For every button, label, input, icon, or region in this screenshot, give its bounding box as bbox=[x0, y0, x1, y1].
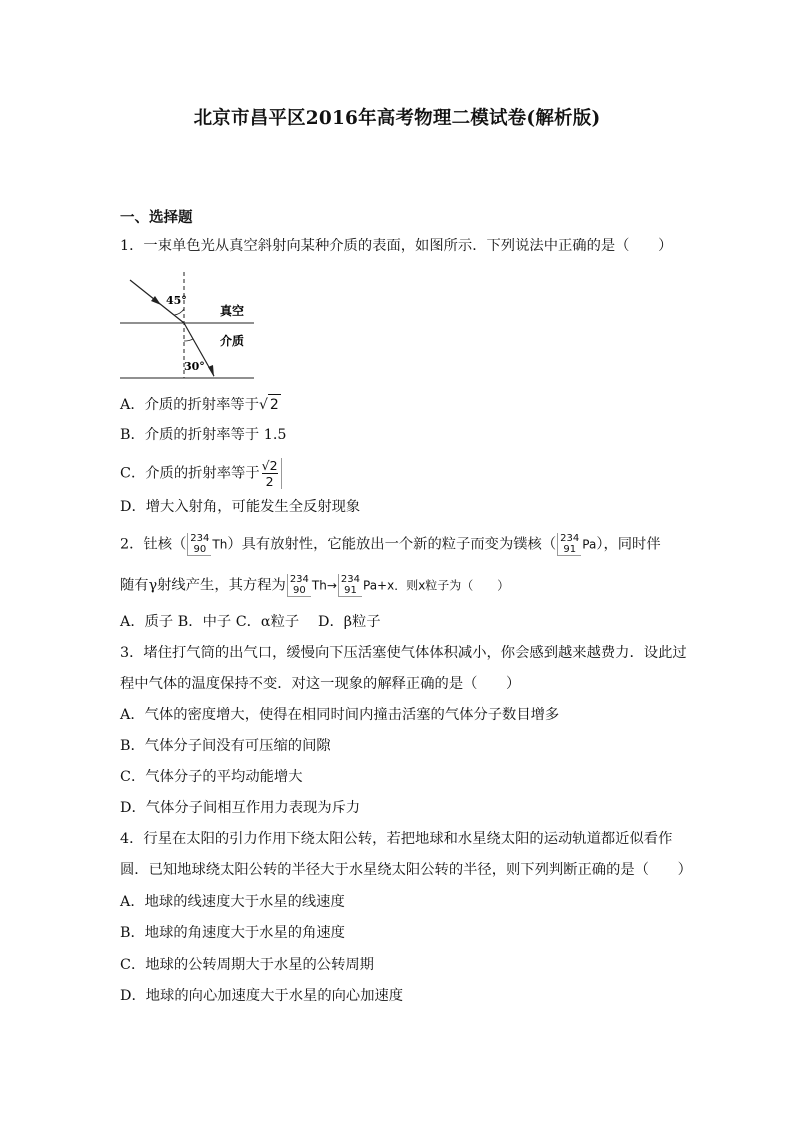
q3-option-d: D．气体分子间相互作用力表现为斥力 bbox=[120, 800, 361, 816]
refracted-arrowhead bbox=[208, 365, 214, 377]
angle-arc-bottom bbox=[184, 339, 193, 341]
q1-option-b: B．介质的折射率等于 1.5 bbox=[120, 427, 287, 443]
q3-option-c: C．气体分子的平均动能增大 bbox=[120, 769, 303, 785]
q4-stem-line1: 4．行星在太阳的引力作用下绕太阳公转，若把地球和水星绕太阳的运动轨道都近似看作 bbox=[120, 831, 673, 847]
q3-option-a: A．气体的密度增大，使得在相同时间内撞击活塞的气体分子数目增多 bbox=[120, 707, 560, 723]
thorium-nuclide: 234 90 bbox=[187, 533, 211, 556]
sqrt-expression: √ 2 bbox=[259, 394, 281, 415]
q4-option-a: A．地球的线速度大于水星的线速度 bbox=[120, 894, 345, 910]
refraction-diagram bbox=[118, 268, 258, 382]
q2-options: A．质子 B．中子 C．α粒子 D．β粒子 bbox=[120, 614, 381, 630]
angle-label-30: 30° bbox=[184, 360, 205, 373]
label-vacuum: 真空 bbox=[220, 304, 245, 318]
q1-option-d: D．增大入射角，可能发生全反射现象 bbox=[120, 499, 361, 515]
q3-stem-line2: 程中气体的温度保持不变．对这一现象的解释正确的是（ ） bbox=[120, 676, 521, 692]
q4-option-d: D．地球的向心加速度大于水星的向心加速度 bbox=[120, 988, 404, 1004]
q1-stem: 1．一束单色光从真空斜射向某种介质的表面，如图所示．下列说法中正确的是（ ） bbox=[120, 238, 673, 254]
equation-thorium: 234 90 bbox=[287, 574, 311, 597]
angle-label-45: 45° bbox=[166, 294, 187, 307]
q4-stem-line2: 圆．已知地球绕太阳公转的半径大于水星绕太阳公转的半径，则下列判断正确的是（ ） bbox=[120, 862, 692, 878]
page-title: 北京市昌平区2016年高考物理二模试卷(解析版) bbox=[193, 108, 601, 129]
q2-stem-line1: 2．钍核（ 234 90 Th）具有放射性，它能放出一个新的粒子而变为镤核（ 234 91 Pa），同时伴 bbox=[120, 533, 661, 555]
q2-stem-line2: 随有γ射线产生，其方程为 234 90 Th→ 234 91 Pa+x．则x粒子为（ ） bbox=[120, 574, 510, 596]
q1-option-a: A．介质的折射率等于√ 2 bbox=[120, 394, 281, 415]
protactinium-nuclide: 234 91 bbox=[557, 533, 581, 556]
angle-arc-top bbox=[174, 309, 184, 315]
equation-protactinium: 234 91 bbox=[338, 574, 362, 597]
q3-option-b: B．气体分子间没有可压缩的间隙 bbox=[120, 738, 331, 754]
q4-option-c: C．地球的公转周期大于水星的公转周期 bbox=[120, 957, 374, 973]
label-medium: 介质 bbox=[220, 334, 245, 348]
q3-stem-line1: 3．堵住打气筒的出气口，缓慢向下压活塞使气体体积减小，你会感到越来越费力．设此过 bbox=[120, 645, 687, 661]
q1-option-c: C．介质的折射率等于 $\frac{√2}{2}$ bbox=[120, 458, 282, 489]
q4-option-b: B．地球的角速度大于水星的角速度 bbox=[120, 925, 345, 941]
section-heading: 一、选择题 bbox=[120, 209, 193, 226]
fraction-expression: $\frac{√2}{2}$ bbox=[262, 458, 282, 489]
